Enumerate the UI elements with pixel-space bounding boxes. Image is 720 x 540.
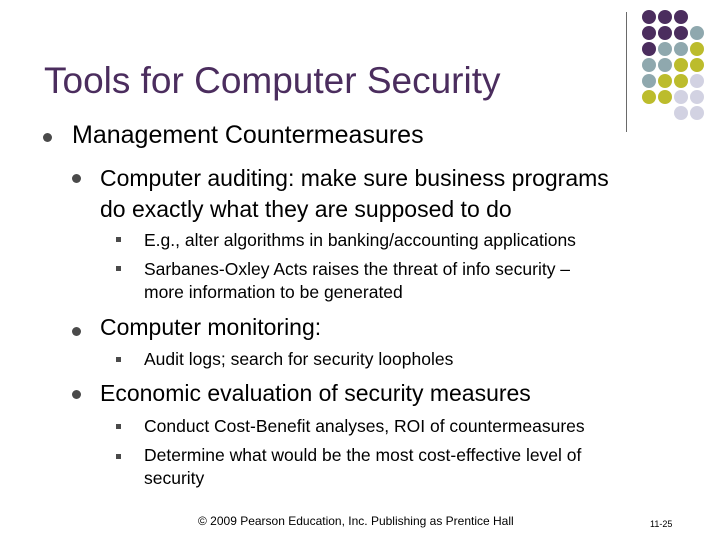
sub-bullet-audit-logs: Audit logs; search for security loopholes — [144, 349, 454, 369]
decorative-dot-grid — [638, 10, 720, 120]
sub-bullet — [116, 424, 121, 429]
decorative-dot — [642, 90, 656, 104]
bullet-management-countermeasures: Management Countermeasures — [72, 121, 424, 149]
sub-bullet-alter-algorithms: E.g., alter algorithms in banking/accounting applications — [144, 230, 576, 250]
decorative-dot — [642, 10, 656, 24]
bullet-point — [43, 133, 52, 142]
sub-bullet — [116, 266, 121, 271]
decorative-dot — [674, 106, 688, 120]
sub-bullet-cost-effective-line2: security — [144, 468, 205, 488]
decorative-dot — [674, 42, 688, 56]
footer-copyright: © 2009 Pearson Education, Inc. Publishing as Prentice Hall — [198, 514, 514, 528]
decorative-dot — [658, 74, 672, 88]
decorative-dot — [642, 74, 656, 88]
sub-bullet — [116, 357, 121, 362]
bullet-point — [72, 174, 81, 183]
decorative-dot — [690, 58, 704, 72]
decorative-dot — [674, 26, 688, 40]
decorative-dot — [658, 58, 672, 72]
sub-bullet-cost-effective-line1: Determine what would be the most cost-effective level of — [144, 445, 582, 465]
decorative-dot — [658, 42, 672, 56]
decorative-dot — [690, 74, 704, 88]
bullet-computer-auditing-line1: Computer auditing: make sure business programs — [100, 165, 609, 191]
decorative-dot — [658, 90, 672, 104]
bullet-point — [72, 390, 81, 399]
decorative-dot — [674, 74, 688, 88]
decorative-dot — [674, 90, 688, 104]
decorative-dot — [642, 26, 656, 40]
decorative-divider — [626, 12, 627, 132]
decorative-dot — [642, 42, 656, 56]
bullet-economic-evaluation: Economic evaluation of security measures — [100, 380, 531, 406]
sub-bullet-sarbanes-oxley-line2: more information to be generated — [144, 282, 403, 302]
decorative-dot — [674, 58, 688, 72]
decorative-dot — [690, 90, 704, 104]
decorative-dot — [690, 26, 704, 40]
slide-title: Tools for Computer Security — [44, 60, 501, 101]
decorative-dot — [674, 10, 688, 24]
decorative-dot — [690, 42, 704, 56]
bullet-computer-monitoring: Computer monitoring: — [100, 314, 322, 340]
bullet-point — [72, 327, 81, 336]
decorative-dot — [690, 106, 704, 120]
bullet-computer-auditing-line2: do exactly what they are supposed to do — [100, 196, 512, 222]
sub-bullet — [116, 454, 121, 459]
decorative-dot — [642, 58, 656, 72]
decorative-dot — [658, 10, 672, 24]
page-number: 11-25 — [650, 519, 673, 529]
decorative-dot — [658, 26, 672, 40]
sub-bullet-sarbanes-oxley-line1: Sarbanes-Oxley Acts raises the threat of info security – — [144, 259, 571, 279]
sub-bullet — [116, 237, 121, 242]
sub-bullet-cost-benefit: Conduct Cost-Benefit analyses, ROI of countermeasures — [144, 416, 585, 436]
